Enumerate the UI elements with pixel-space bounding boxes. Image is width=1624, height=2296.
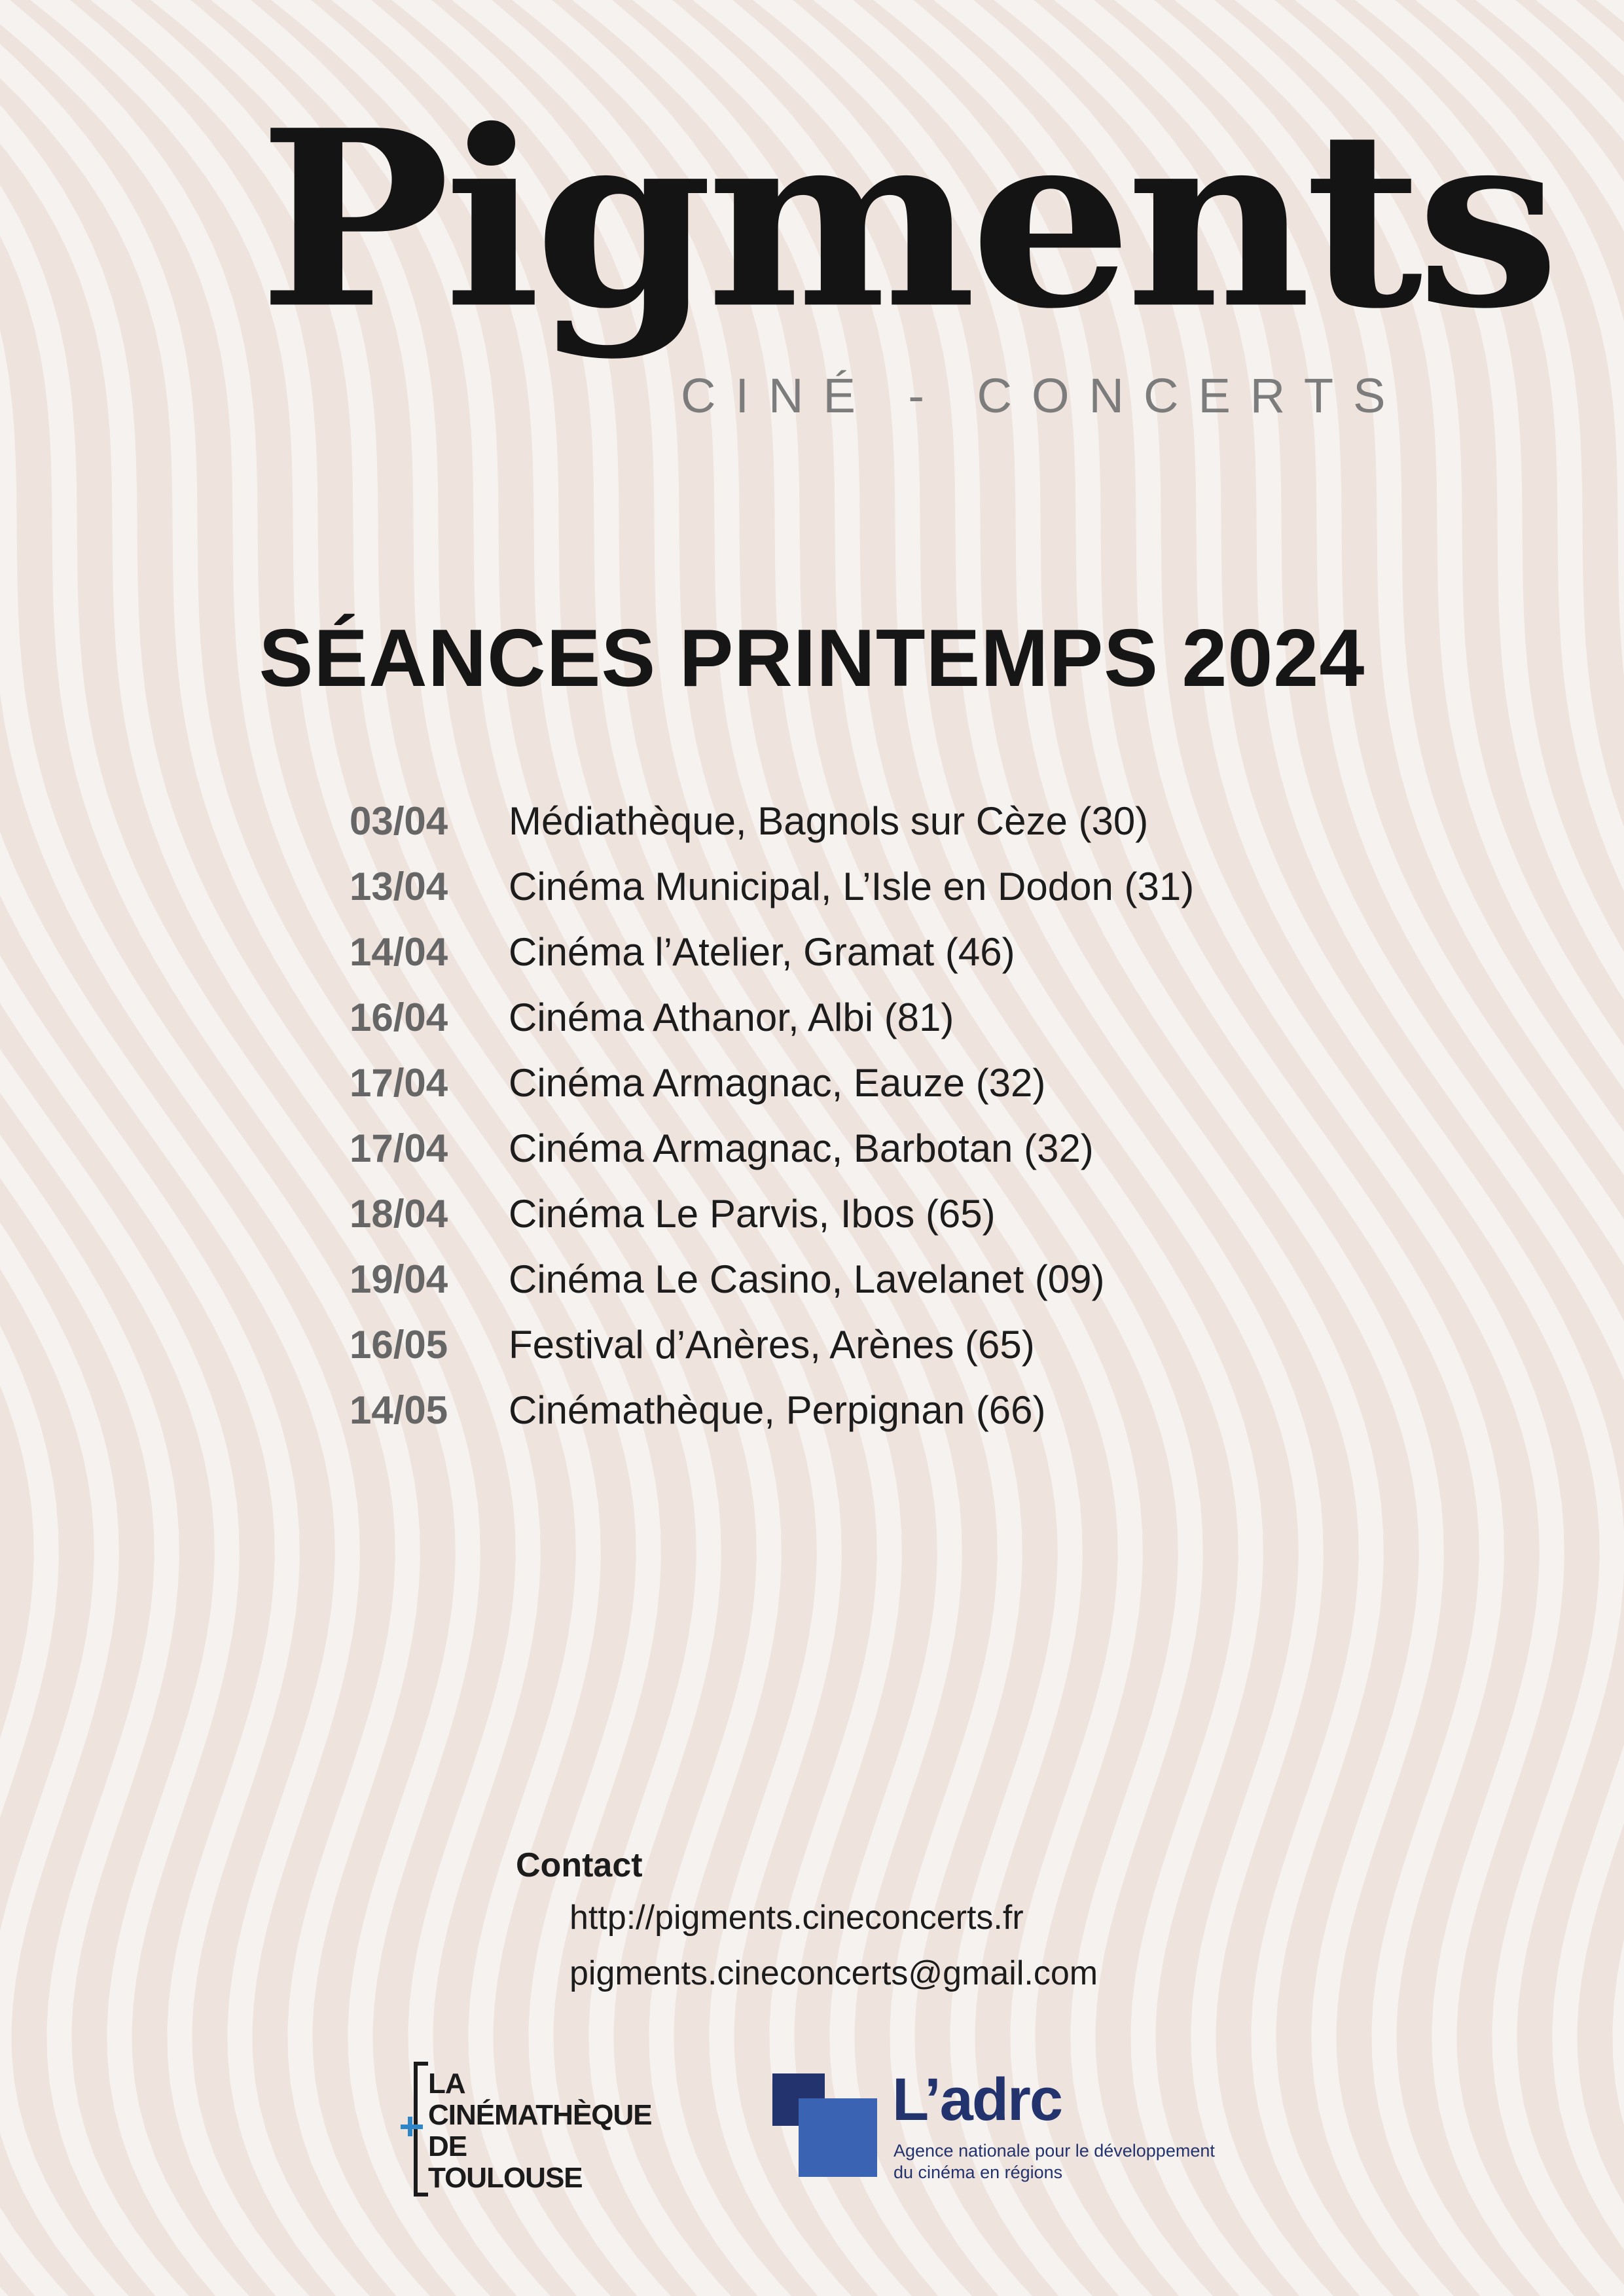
screening-date: 16/04 (350, 996, 448, 1039)
screening-date: 19/04 (350, 1257, 448, 1301)
cinematheque-logo-text (428, 2068, 652, 2194)
schedule-row (350, 1257, 1331, 1322)
screening-venue: Festival d’Anères, Arènes (65) (509, 1323, 1035, 1367)
schedule-row (350, 798, 1331, 864)
screening-date: 16/05 (350, 1323, 448, 1367)
adrc-tagline (893, 2140, 1260, 2183)
logo-accent-mark (408, 2117, 412, 2136)
schedule-row (350, 1388, 1331, 1453)
schedule-row (350, 864, 1331, 929)
screening-venue: Cinémathèque, Perpignan (66) (509, 1388, 1046, 1432)
adrc-logo (772, 2066, 1244, 2191)
pigments-logo: Pigments (259, 77, 1554, 362)
screening-date: 17/04 (350, 1061, 448, 1105)
cinematheque-toulouse-logo (398, 2062, 673, 2200)
contact-label: Contact (516, 1846, 643, 1884)
schedule-row (350, 995, 1331, 1060)
screening-date: 03/04 (350, 799, 448, 843)
logo-line: TOULOUSE (428, 2162, 583, 2194)
logo-line: CINÉMATHÈQUE (428, 2099, 652, 2131)
screening-date: 14/05 (350, 1388, 448, 1432)
screening-schedule (350, 798, 1331, 1453)
season-title: SÉANCES PRINTEMPS 2024 (259, 613, 1365, 704)
screening-venue: Cinéma Le Parvis, Ibos (65) (509, 1192, 996, 1236)
logo-line: LA (428, 2068, 465, 2100)
schedule-row (350, 1322, 1331, 1388)
screening-venue: Cinéma Le Casino, Lavelanet (09) (509, 1257, 1105, 1301)
screening-venue: Cinéma Athanor, Albi (81) (509, 996, 954, 1039)
schedule-row (350, 1126, 1331, 1191)
screening-venue: Cinéma l’Atelier, Gramat (46) (509, 930, 1015, 974)
contact-email-link[interactable]: pigments.cineconcerts@gmail.com (569, 1954, 1098, 1992)
logo-bracket (414, 2062, 428, 2197)
screening-venue: Cinéma Armagnac, Barbotan (32) (509, 1126, 1094, 1170)
screening-date: 13/04 (350, 865, 448, 908)
adrc-name: L’adrc (892, 2066, 1062, 2133)
adrc-tagline-line: Agence nationale pour le développement (893, 2141, 1215, 2161)
screening-date: 17/04 (350, 1126, 448, 1170)
logo-line: DE (428, 2130, 467, 2162)
schedule-row (350, 1191, 1331, 1257)
adrc-tagline-line: du cinéma en régions (893, 2162, 1063, 2182)
adrc-square-light (799, 2098, 877, 2177)
screening-venue: Médiathèque, Bagnols sur Cèze (30) (509, 799, 1149, 843)
schedule-row (350, 1060, 1331, 1126)
screening-date: 18/04 (350, 1192, 448, 1236)
schedule-row (350, 929, 1331, 995)
screening-date: 14/04 (350, 930, 448, 974)
logo-subtitle: CINÉ - CONCERTS (681, 368, 1405, 423)
contact-website-link[interactable]: http://pigments.cineconcerts.fr (569, 1899, 1024, 1937)
screening-venue: Cinéma Armagnac, Eauze (32) (509, 1061, 1046, 1105)
screening-venue: Cinéma Municipal, L’Isle en Dodon (31) (509, 865, 1195, 908)
